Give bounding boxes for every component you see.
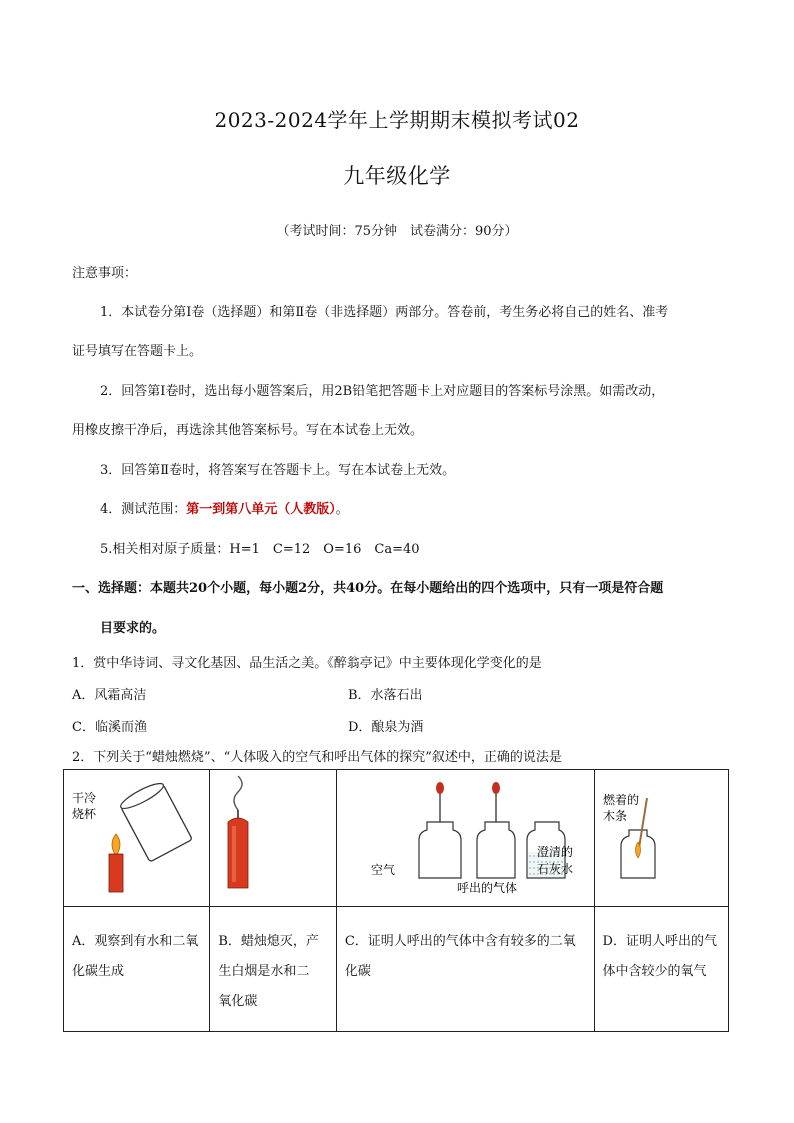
q2-option-b-line-1: B．蜡烛熄灭，产 xyxy=(218,934,319,949)
figure-cell-c xyxy=(336,770,594,907)
q2-option-c-line-1: C．证明人呼出的气体中含有较多的二氧 xyxy=(344,934,576,949)
q2-option-b-line-2: 生白烟是水和二 xyxy=(218,964,310,979)
note-4 xyxy=(100,498,349,517)
limewater-label-2: 石灰水 xyxy=(536,862,573,876)
exhaled-gas-label: 呼出的气体 xyxy=(456,881,517,895)
section-1-heading: 一、选择题：本题共20个小题，每小题2分，共40分。在每小题给出的四个选项中，只有一项是符合题 xyxy=(72,581,664,596)
notes-heading: 注意事项： xyxy=(72,266,138,281)
note-4-prefix: 4．测试范围： xyxy=(100,502,187,517)
page-subtitle: 九年级化学 xyxy=(343,164,451,188)
q1-option-d: D．酿泉为酒 xyxy=(348,720,424,735)
limewater-comparison-figure xyxy=(337,770,595,906)
note-1-line-2: 证号填写在答题卡上。 xyxy=(72,344,203,359)
q1-option-a: A．风霜高洁 xyxy=(72,688,147,703)
note-1-line-1: 1．本试卷分第Ⅰ卷（选择题）和第Ⅱ卷（非选择题）两部分。答卷前，考生务必将自己的姓名、准考 xyxy=(100,305,669,320)
question-2-table xyxy=(63,769,729,1032)
note-3: 3．回答第Ⅱ卷时，将答案写在答题卡上。写在本试卷上无效。 xyxy=(100,463,456,478)
question-2-stem: 2．下列关于“蜡烛燃烧”、“人体吸入的空气和呼出气体的探究”叙述中，正确的说法是 xyxy=(72,750,562,765)
q2-option-c xyxy=(336,907,594,1032)
q1-option-b: B．水落石出 xyxy=(348,688,423,703)
extinguished-candle-figure xyxy=(210,770,336,906)
cold-beaker-label-2: 烧杯 xyxy=(72,807,97,821)
q2-option-b-line-3: 氧化碳 xyxy=(218,994,258,1009)
burning-stick-figure xyxy=(595,770,729,906)
page-title: 2023-2024学年上学期期末模拟考试02 xyxy=(214,108,580,132)
q2-option-d xyxy=(594,907,728,1032)
test-range: 第一到第八单元（人教版） xyxy=(186,502,336,517)
note-2-line-1: 2．回答第Ⅰ卷时，选出每小题答案后，用2B铅笔把答题卡上对应题目的答案标号涂黑。如需改动， xyxy=(100,384,665,399)
q2-option-d-line-1: D．证明人呼出的气 xyxy=(602,934,717,949)
q2-option-b xyxy=(210,907,336,1032)
air-label: 空气 xyxy=(370,863,395,877)
q1-option-c: C．临溪而渔 xyxy=(72,720,147,735)
section-1-heading-cont: 目要求的。 xyxy=(100,621,166,636)
limewater-label-1: 澄清的 xyxy=(536,845,573,859)
q2-option-a-line-2: 化碳生成 xyxy=(72,964,125,979)
beaker-over-candle-figure xyxy=(64,770,210,906)
figure-cell-a xyxy=(64,770,210,907)
note-5: 5.相关相对原子质量：H=1 C=12 O=16 Ca=40 xyxy=(100,542,420,557)
q2-option-c-line-2: 化碳 xyxy=(344,964,371,979)
figure-cell-d xyxy=(594,770,728,907)
note-4-suffix: 。 xyxy=(335,502,349,517)
burning-stick-label-1: 燃着的 xyxy=(602,793,639,807)
figure-cell-b xyxy=(210,770,336,907)
burning-stick-label-2: 木条 xyxy=(602,809,627,823)
question-1-stem: 1．赏中华诗词、寻文化基因、品生活之美。《醉翁亭记》中主要体现化学变化的是 xyxy=(72,656,542,671)
q2-option-d-line-2: 体中含较少的氧气 xyxy=(602,964,707,979)
q2-option-a-line-1: A．观察到有水和二氧 xyxy=(72,934,199,949)
cold-beaker-label-1: 干冷 xyxy=(72,791,97,805)
exam-meta: （考试时间：75分钟 试卷满分：90分） xyxy=(276,224,518,239)
note-2-line-2: 用橡皮擦干净后，再选涂其他答案标号。写在本试卷上无效。 xyxy=(72,423,424,438)
q2-option-a xyxy=(64,907,210,1032)
